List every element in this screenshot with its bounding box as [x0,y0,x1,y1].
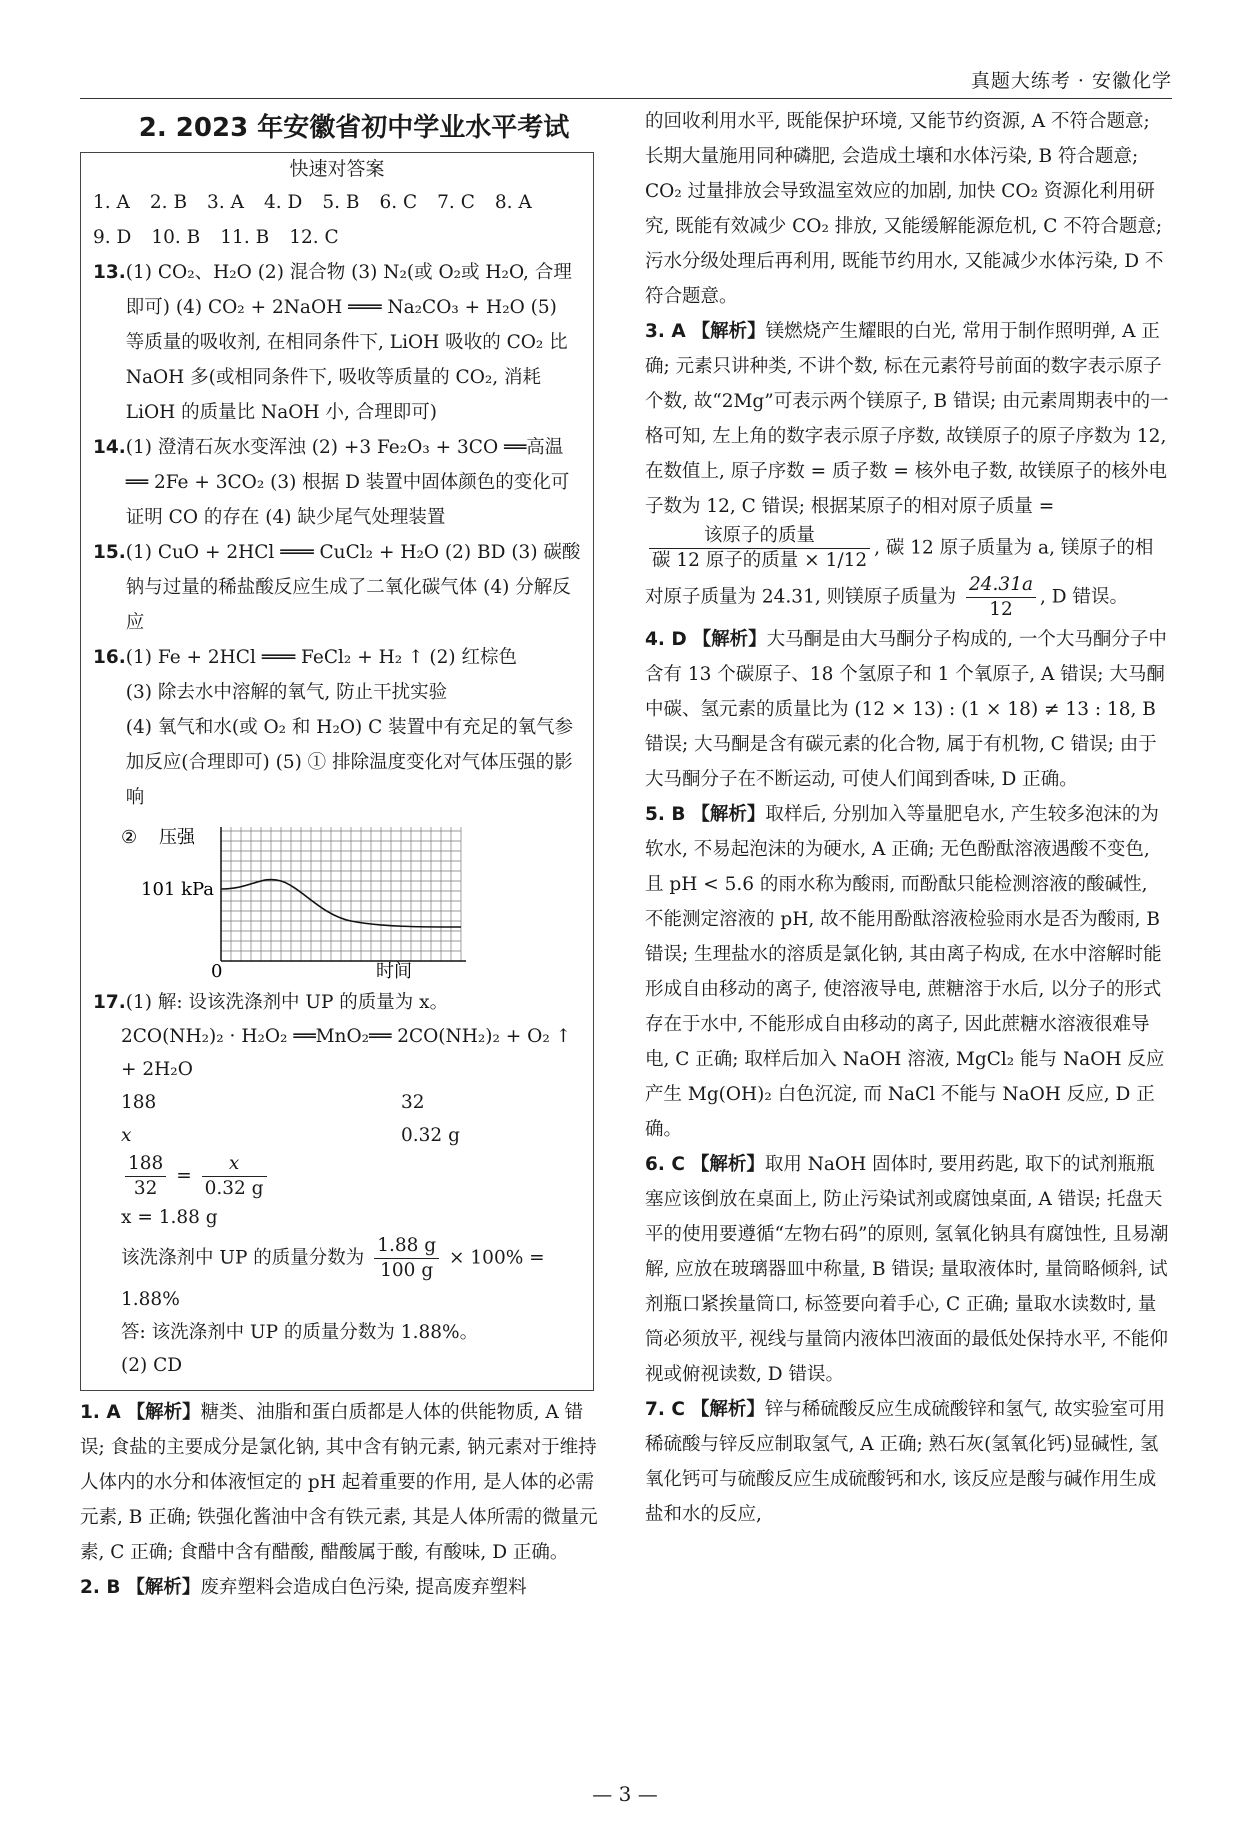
qa1-7: 8. A [494,192,532,213]
mass-fraction: $\frac{1.88 g}{100 g}$ [374,1234,439,1283]
qa2-2: 11. B [220,227,270,248]
explanation-1-text: 糖类、油脂和蛋白质都是人体的供能物质, A 错误; 食盐的主要成分是氯化钠, 其中含有钠元素, 钠元素对于维持人体内的水分和体液恒定的 pH 起着重要的作用, 是人体的必需元素, B 正确; 铁强化酱油中含有铁元素, 其是人体所需的微量元素, C 正确; 食醋中含有醋酸, 醋酸属于酸, 有酸味, D 正确。 [80,1402,598,1563]
qa1-1: 2. B [149,192,188,213]
qa1-2: 3. A [207,192,244,213]
left-column [80,104,600,1605]
answer-16-line-1: (1) Fe + 2HCl ═══ FeCl₂ + H₂ ↑ (2) 红棕色 [125,647,517,668]
right-column [645,104,1171,1532]
answer-14 [93,430,581,535]
explanation-3 [645,314,1171,622]
answer-17-intro: (1) 解: 设该洗涤剂中 UP 的质量为 x。 [125,992,449,1013]
explanation-1 [80,1395,600,1570]
explanation-7-text: 锌与稀硫酸反应生成硫酸锌和氢气, 故实验室可用稀硫酸与锌反应制取氢气, A 正确; 熟石灰(氢氧化钙)显碱性, 氢氧化钙可与硫酸反应生成硫酸钙和水, 该反应是酸与碱作用生成盐和水的反应, [645,1399,1166,1525]
qa2-3: 12. C [289,227,339,248]
qa2-0: 9. D [93,227,132,248]
reaction-equation: 2CO(NH₂)₂ · H₂O₂ ══MnO₂══ 2CO(NH₂)₂ + O₂ ↑ + 2H₂O [121,1026,572,1080]
qa1-0: 1. A [93,192,130,213]
graph-origin: 0 [211,961,223,982]
mass-fraction-label: 该洗涤剂中 UP 的质量分数为 [121,1247,365,1269]
explanation-3-end: , D 错误。 [1040,586,1128,608]
graph-reference-label: 101 kPa [141,879,215,900]
answer-16 [93,640,581,815]
explanation-4-number: 4. D [645,629,687,650]
explanation-4-tag: 【解析】 [692,629,767,650]
qa1-6: 7. C [437,192,475,213]
answer-14-text: (1) 澄清石灰水变浑浊 (2) +3 Fe₂O₃ + 3CO ══高温══ 2Fe + 3CO₂ (3) 根据 D 装置中固体颜色的变化可证明 CO 的存在 (4) 缺少尾气处理装置 [125,437,570,528]
graph-y-label: 压强 [159,827,195,848]
mass-fraction-value: 1.88% [121,1289,180,1310]
final-answer: 答: 该洗涤剂中 UP 的质量分数为 1.88%。 [121,1322,479,1343]
graph-marker: ② [121,827,138,848]
answer-15-number: 15. [93,542,126,563]
result-x: x = 1.88 g [121,1207,218,1228]
answer-16-line-3: (4) 氧气和水(或 O₂ 和 H₂O) C 装置中有充足的氧气参加反应(合理即可) (5) ① 排除温度变化对气体压强的影响 [125,717,574,808]
answer-13 [93,255,581,430]
explanation-1-number: 1. A [80,1402,121,1423]
explanation-2-tag: 【解析】 [126,1577,201,1598]
molar-mass-2: 32 [401,1092,425,1113]
answer-15 [93,535,581,640]
explanation-6 [645,1147,1171,1392]
answer-17-number: 17. [93,992,126,1013]
answer-15-text: (1) CuO + 2HCl ═══ CuCl₂ + H₂O (2) BD (3) 碳酸钠与过量的稀盐酸反应生成了二氧化碳气体 (4) 分解反应 [125,542,581,633]
qa1-5: 6. C [379,192,418,213]
answer-14-number: 14. [93,437,126,458]
answer-16-line-2: (3) 除去水中溶解的氧气, 防止干扰实验 [125,682,448,703]
explanation-2-number: 2. B [80,1577,121,1598]
ratio-left: $\frac{188}{32}$ [125,1152,166,1201]
pressure-graph-svg [121,815,591,985]
explanation-1-tag: 【解析】 [126,1402,201,1423]
quick-answer-box [80,152,594,1391]
unknown-x: x [121,1125,132,1146]
answer-17 [93,985,581,1020]
explanation-7 [645,1392,1171,1532]
qa1-4: 5. B [322,192,360,213]
answer-16-number: 16. [93,647,126,668]
explanation-3-tag: 【解析】 [691,321,766,342]
explanation-7-tag: 【解析】 [690,1399,765,1420]
explanation-2-continued-text: 的回收利用水平, 既能保护环境, 又能节约资源, A 不符合题意; 长期大量施用同种磷肥, 会造成土壤和水体污染, B 符合题意; CO₂ 过量排放会导致温室效应的加剧, 加快 CO₂ 资源化利用研究, 既能有效减少 CO₂ 排放, 又能缓解能源危机, C 不符合题意; 污水分级处理后再利用, 既能节约用水, 又能减少水体污染, D 不符合题意。 [645,111,1164,307]
explanation-2 [80,1570,600,1605]
graph-grid [221,827,461,961]
explanation-4-text: 大马酮是由大马酮分子构成的, 一个大马酮分子中含有 13 个碳原子、18 个氢原子和 1 个氧原子, A 错误; 大马酮中碳、氢元素的质量比为 (12 × 13) : (1 × 18) ≠ 13 : 18, B 错误; 大马酮是含有碳元素的化合物, 属于有机物, C 错误; 由于大马酮分子在不断运动, 可使人们闻到香味, D 正确。 [645,629,1167,790]
explanation-6-number: 6. C [645,1154,685,1175]
explanation-3-text: 镁燃烧产生耀眼的白光, 常用于制作照明弹, A 正确; 元素只讲种类, 不讲个数, 标在元素符号前面的数字表示原子个数, 故“2Mg”可表示两个镁原子, B 错误; 由元素周期表中的一格可知, 左上角的数字表示原子序数, 故镁原子的原子序数为 12, 在数值上, 原子序数 = 质子数 = 核外电子数, 故镁原子的核外电子数为 12, C 错误; 根据某原子的相对原子质量 = [645,321,1169,517]
qa2-1: 10. B [151,227,201,248]
answer-13-number: 13. [93,262,126,283]
molar-mass-1: 188 [121,1092,157,1113]
explanation-5-text: 取样后, 分别加入等量肥皂水, 产生较多泡沫的为软水, 不易起泡沫的为硬水, A 正确; 无色酚酞溶液遇酸不变色, 且 pH < 5.6 的雨水称为酸雨, 而酚酞只能检测溶液的酸碱性, 不能测定溶液的 pH, 故不能用酚酞溶液检验雨水是否为酸雨, B 错误; 生理盐水的溶质是氯化钠, 其由离子构成, 在水中溶解时能形成自由移动的离子, 使溶液导电, 蔗糖溶于水后, 以分子的形式存在于水中, 不能形成自由移动的离子, 因此蔗糖水溶液很难导电, C 正确; 取样后加入 NaOH 溶液, MgCl₂ 能与 NaOH 反应产生 Mg(OH)₂ 白色沉淀, 而 NaCl 不能与 NaOH 反应, D 正确。 [645,804,1165,1140]
relative-mass-fraction: $\frac{\text{该原子的质量}}{\text{碳 12 原子的质量 × 1/12}}$ [649,524,870,573]
section-title: 2. 2023 年安徽省初中学业水平考试 [138,113,570,143]
explanation-7-number: 7. C [645,1399,685,1420]
explanation-3-number: 3. A [645,321,686,342]
explanation-5-number: 5. B [645,804,686,825]
box-heading: 快速对答案 [289,158,385,180]
explanation-6-tag: 【解析】 [690,1154,765,1175]
pressure-time-graph [121,815,581,985]
explanation-6-text: 取用 NaOH 固体时, 要用药匙, 取下的试剂瓶瓶塞应该倒放在桌面上, 防止污染试剂或腐蚀桌面, A 错误; 托盘天平的使用要遵循“左物右码”的原则, 氢氧化钠具有腐蚀性, 且易潮解, 应放在玻璃器皿中称量, B 错误; 量取液体时, 量筒略倾斜, 试剂瓶口紧挨量筒口, 标签要向着手心, C 正确; 量取水读数时, 量筒必须放平, 视线与量筒内液体凹液面的最低处保持水平, 不能仰视或俯视读数, D 错误。 [645,1154,1169,1385]
quick-answers-row-2 [93,220,581,255]
header-rule [80,98,1172,99]
qa1-3: 4. D [263,192,303,213]
mass-fraction-suffix: × 100% = [449,1247,545,1269]
oxygen-mass: 0.32 g [401,1125,460,1146]
magnesium-mass-fraction: $\frac{24.31a}{12}$ [966,573,1036,622]
quick-answers-row-1 [93,185,581,220]
running-header: 真题大练考 · 安徽化学 [970,70,1172,92]
answer-17-part-2: (2) CD [121,1355,183,1376]
explanation-4 [645,622,1171,797]
explanation-2-text: 废弃塑料会造成白色污染, 提高废弃塑料 [200,1577,527,1598]
graph-x-label: 时间 [376,961,412,982]
page-number: — 3 — [592,1782,658,1806]
explanation-5-tag: 【解析】 [691,804,766,825]
ratio-right: $\frac{x}{0.32 g}$ [202,1152,267,1201]
explanation-3-after: , 碳 12 原子质量为 a, 镁原子的相对原子质量为 24.31, 则镁原子质量为 [645,537,1154,608]
explanation-5 [645,797,1171,1147]
answer-13-text: (1) CO₂、H₂O (2) 混合物 (3) N₂(或 O₂或 H₂O, 合理即可) (4) CO₂ + 2NaOH ═══ Na₂CO₃ + H₂O (5) 等质量的吸收剂, 在相同条件下, LiOH 吸收的 CO₂ 比 NaOH 多(或相同条件下, 吸收等质量的 CO₂, 消耗 LiOH 的质量比 NaOH 小, 合理即可) [125,262,572,423]
explanation-2-continued [645,104,1171,314]
calculation-block: 2CO(NH₂)₂ · H₂O₂ ══MnO₂══ 2CO(NH₂)₂ + O₂ ↑ + 2H₂O 188 32 x 0.32 g $\frac{188}{32}$ = $\frac{x}{0.32 g}$ x = 1.88 g 该洗涤剂中 UP 的质量分数为 $\frac{1.88 g}{100 g}$ × 100% = 1.88% 答: 该洗涤剂中 UP 的质量分数为 1.88%。 (2) CD [93,1020,581,1382]
